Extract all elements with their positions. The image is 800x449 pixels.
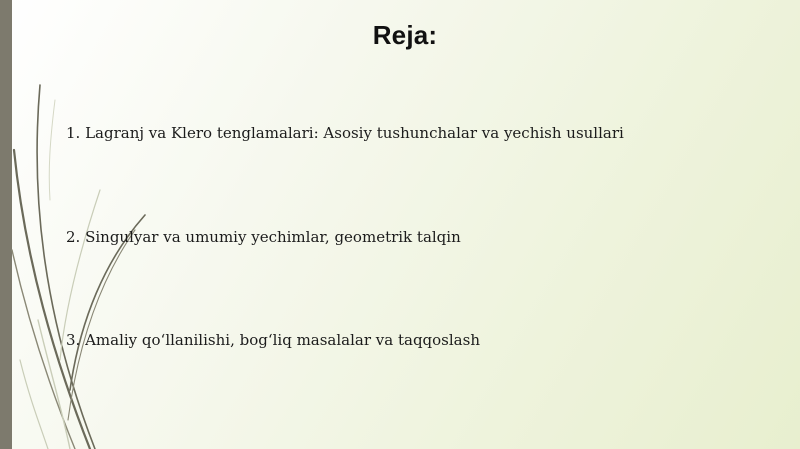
plan-item-3: 3. Amaliy qoʻllanilishi, bogʻliq masalalar va taqqoslash (66, 331, 480, 349)
plan-item-1: 1. Lagranj va Klero tenglamalari: Asosiy tushunchalar va yechish usullari (66, 124, 624, 142)
slide-title: Reja: (372, 20, 438, 50)
plan-item-2: 2. Singulyar va umumiy yechimlar, geometrik talqin (66, 228, 461, 246)
